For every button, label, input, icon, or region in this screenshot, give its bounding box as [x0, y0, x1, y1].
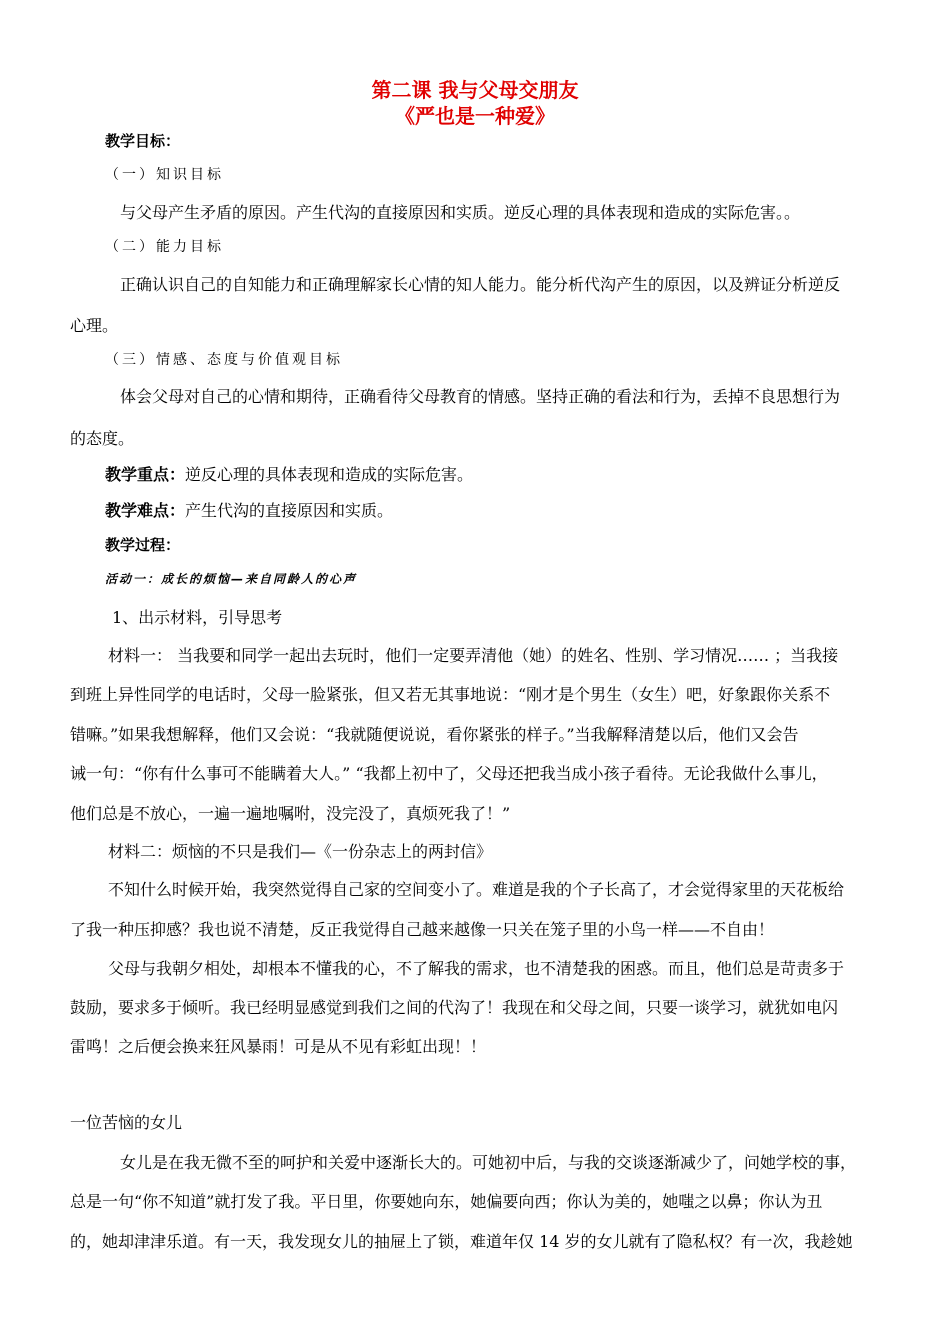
difficulty — [105, 498, 393, 521]
letter-one-line: 雷鸣！之后便会换来狂风暴雨！可是从不见有彩虹出现！！ — [70, 1037, 487, 1056]
letter-one-line: 父母与我朝夕相处，却根本不懂我的心，不了解我的需求，也不清楚我的困惑。而且，他们总是苛责多于 — [108, 959, 845, 978]
letter-two-line: 总是一句“你不知道”就打发了我。平日里，你要她向东，她偏要向西；你认为美的，她嗤之以鼻；你认为丑 — [70, 1192, 823, 1211]
key-point-label: 教学重点： — [105, 465, 186, 484]
letter-one-signature: 一位苦恼的女儿 — [70, 1113, 183, 1132]
lesson-title: 第二课 我与父母交朋友 — [371, 78, 579, 102]
emotion-objective-label: （三）情感、态度与价值观目标 — [105, 352, 343, 368]
material-one-line: 到班上异性同学的电话时，父母一脸紧张，但又若无其事地说：“刚才是个男生（女生）吧，好象跟你关系不 — [70, 685, 831, 704]
material-one-line: 材料一： 当我要和同学一起出去玩时，他们一定要弄清他（她）的姓名、性别、学习情况…… ；当我接 — [108, 646, 839, 665]
key-point — [105, 462, 473, 485]
emotion-objective-line: 体会父母对自己的心情和期待，正确看待父母教育的情感。坚持正确的看法和行为，丢掉不良思想行为 — [120, 387, 841, 406]
letter-one-line: 不知什么时候开始，我突然觉得自己家的空间变小了。难道是我的个子长高了，才会觉得家里的天花板给 — [108, 880, 845, 899]
ability-objective-label: （二）能力目标 — [105, 239, 224, 255]
material-one-line: 他们总是不放心，一遍一遍地嘱咐，没完没了，真烦死我了！” — [70, 804, 511, 823]
material-two-title: 材料二：烦恼的不只是我们—《一份杂志上的两封信》 — [108, 842, 493, 861]
knowledge-objective-text: 与父母产生矛盾的原因。产生代沟的直接原因和实质。逆反心理的具体表现和造成的实际危害。。 — [120, 203, 801, 222]
letter-one-line: 了我一种压抑感？我也说不清楚，反正我觉得自己越来越像一只关在笼子里的小鸟一样——不自由！ — [70, 920, 775, 939]
activity-one-heading: 活动一：成长的烦恼—来自同龄人的心声 — [105, 572, 358, 586]
ability-objective-line: 正确认识自己的自知能力和正确理解家长心情的知人能力。能分析代沟产生的原因，以及辨证分析逆反 — [120, 275, 841, 294]
key-point-text: 逆反心理的具体表现和造成的实际危害。 — [185, 465, 474, 484]
letter-two-line: 女儿是在我无微不至的呵护和关爱中逐渐长大的。可她初中后，与我的交谈逐渐减少了，问她学校的事， — [120, 1153, 857, 1172]
knowledge-objective-label: （一）知识目标 — [105, 167, 224, 183]
ability-objective-line: 心理。 — [70, 316, 119, 335]
material-one-line: 错嘛。”如果我想解释，他们又会说：“我就随便说说，看你紧张的样子。”当我解释清楚以后，他们又会告 — [70, 725, 799, 744]
lesson-subtitle: 《严也是一种爱》 — [395, 104, 555, 128]
material-one-line: 诫一句：“你有什么事可不能瞒着大人。” “我都上初中了，父母还把我当成小孩子看待。无论我做什么事儿， — [70, 764, 828, 783]
letter-two-line: 的，她却津津乐道。有一天，我发现女儿的抽屉上了锁，难道年仅 14 岁的女儿就有了隐私权？有一次，我趁她 — [70, 1232, 853, 1251]
letter-one-line: 鼓励，要求多于倾听。我已经明显感觉到我们之间的代沟了！我现在和父母之间，只要一谈学习，就犹如电闪 — [70, 998, 839, 1017]
difficulty-text: 产生代沟的直接原因和实质。 — [185, 501, 394, 520]
objectives-heading: 教学目标： — [105, 132, 181, 150]
emotion-objective-line: 的态度。 — [70, 429, 135, 448]
process-heading: 教学过程： — [105, 536, 181, 554]
difficulty-label: 教学难点： — [105, 501, 186, 520]
step-one: 1、出示材料，引导思考 — [112, 608, 283, 627]
